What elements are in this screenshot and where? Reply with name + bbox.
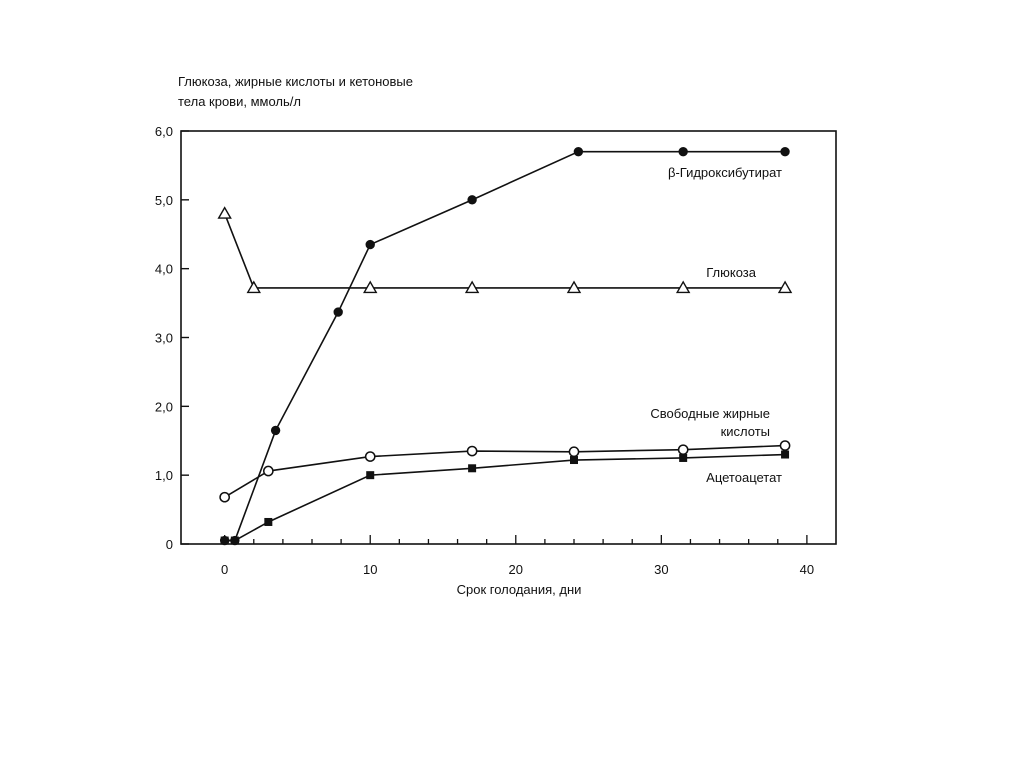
y-axis [155, 124, 189, 552]
y-tick-label: 4,0 [154, 261, 173, 277]
free-fatty-acids-point [569, 447, 578, 456]
beta-hydroxybutyrate-point [271, 426, 279, 434]
free-fatty-acids-point [366, 452, 375, 461]
free-fatty-acids-label: Свободные жирные [650, 406, 770, 421]
x-tick-label: 10 [362, 562, 378, 577]
y-tick-label: 0 [165, 537, 173, 552]
series-labels [650, 165, 782, 485]
y-tick-label: 6,0 [154, 124, 173, 139]
series-lines [225, 152, 785, 541]
glucose-line [225, 214, 785, 288]
y-tick-label: 1,0 [154, 468, 173, 484]
acetoacetate-point [264, 518, 272, 526]
beta-hydroxybutyrate-point [679, 147, 687, 155]
x-tick-label: 30 [654, 562, 669, 577]
glucose-label: Глюкоза [706, 265, 756, 280]
acetoacetate-label: Ацетоацетат [706, 470, 782, 485]
series-markers [219, 147, 791, 544]
y-axis-title-line-2: тела крови, ммоль/л [178, 94, 301, 109]
y-axis-title-line-1: Глюкоза, жирные кислоты и кетоновые [178, 74, 413, 89]
beta-hydroxybutyrate-point [468, 196, 476, 204]
free-fatty-acids-point [220, 493, 229, 502]
free-fatty-acids-point [264, 466, 273, 475]
acetoacetate-point [231, 537, 239, 545]
acetoacetate-point [570, 456, 578, 464]
beta-hydroxybutyrate-point [781, 147, 789, 155]
y-tick-label: 5,0 [154, 192, 173, 208]
x-axis [221, 535, 814, 577]
beta-hydroxybutyrate-point [366, 240, 374, 248]
free-fatty-acids-point [468, 446, 477, 455]
acetoacetate-point [781, 451, 789, 459]
x-tick-label: 40 [799, 562, 815, 577]
glucose-point [219, 208, 231, 219]
acetoacetate-point [679, 454, 687, 462]
beta-hydroxybutyrate-point [334, 308, 342, 316]
beta-hydroxybutyrate-label: β-Гидроксибутират [667, 165, 782, 180]
x-tick-label: 0 [221, 562, 229, 577]
acetoacetate-point [221, 537, 229, 545]
y-tick-label: 2,0 [154, 399, 173, 415]
acetoacetate-point [468, 464, 476, 472]
free-fatty-acids-point [679, 445, 688, 454]
free-fatty-acids-line [225, 446, 785, 498]
y-tick-label: 3,0 [154, 330, 173, 346]
x-axis-title: Срок голодания, дни [456, 582, 582, 597]
free-fatty-acids-point [780, 441, 789, 450]
beta-hydroxybutyrate-line [225, 152, 785, 541]
beta-hydroxybutyrate-point [574, 147, 582, 155]
x-tick-label: 20 [508, 562, 524, 577]
acetoacetate-point [366, 471, 374, 479]
acetoacetate-line [225, 455, 785, 541]
free-fatty-acids-label: кислоты [720, 424, 770, 439]
